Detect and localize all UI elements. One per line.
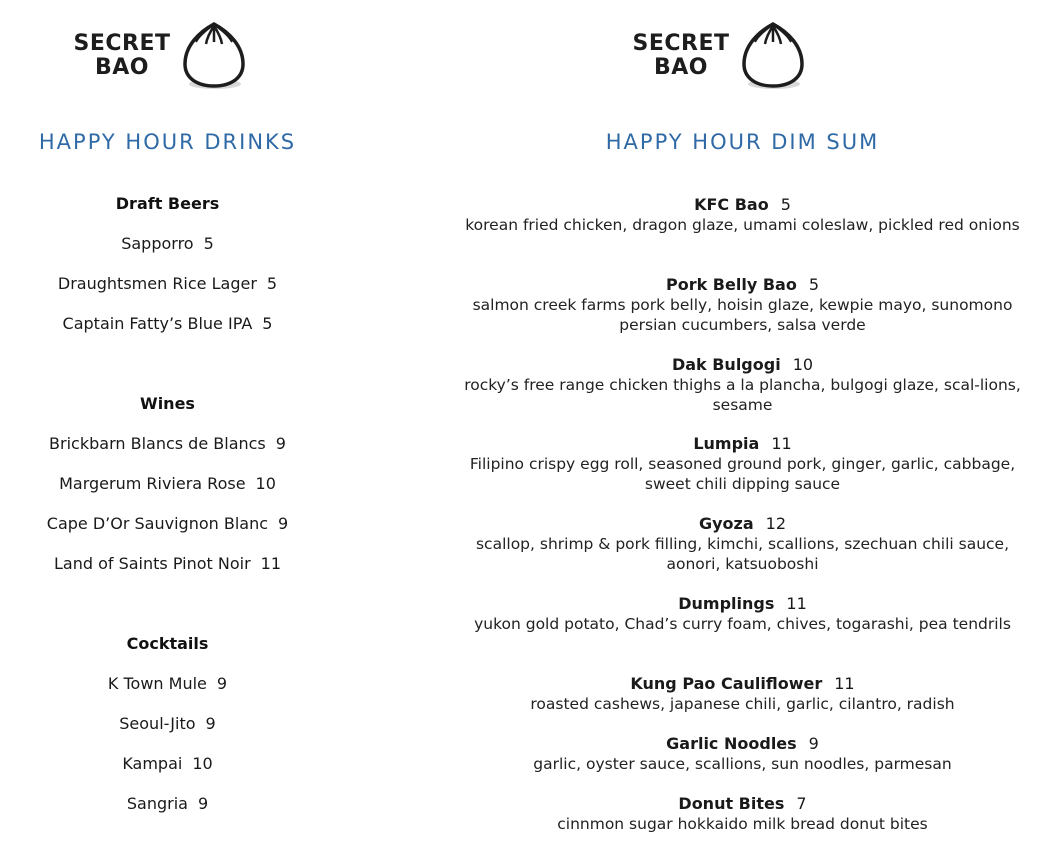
logo-left <box>66 18 266 96</box>
dish-item <box>440 275 1045 335</box>
logo-line1: SECRET <box>632 31 730 56</box>
dish-price: 10 <box>792 355 814 374</box>
dish-name: Kung Pao Cauliflower <box>630 674 823 693</box>
drink-name: Seoul-Jito <box>119 714 196 733</box>
drink-name: Kampai <box>122 754 183 773</box>
drink-item <box>0 274 335 293</box>
drink-item <box>0 674 335 693</box>
dish-name: Garlic Noodles <box>666 734 797 753</box>
drink-name: Sapporro <box>121 234 194 253</box>
dish-price: 11 <box>786 594 807 613</box>
dish-price: 7 <box>796 794 807 813</box>
dish-name: Dumplings <box>678 594 775 613</box>
drink-price: 9 <box>275 434 286 453</box>
logo-wordmark <box>66 32 178 80</box>
logo-right <box>625 18 825 96</box>
drink-name: Sangria <box>126 794 188 813</box>
drink-price: 5 <box>203 234 214 253</box>
drink-item <box>0 234 335 253</box>
drink-name: Draughtsmen Rice Lager <box>57 274 257 293</box>
drink-price: 10 <box>192 754 213 773</box>
dish-description: yukon gold potato, Chad’s curry foam, chives, togarashi, pea tendrils <box>474 615 1011 633</box>
dish-description: korean fried chicken, dragon glaze, umami coleslaw, pickled red onions <box>465 216 1020 234</box>
dish-name: Lumpia <box>693 434 760 453</box>
drink-price: 11 <box>260 554 282 573</box>
drink-price: 5 <box>266 274 278 293</box>
dish-description: roasted cashews, japanese chili, garlic, cilantro, radish <box>530 695 955 713</box>
dish-name: Pork Belly Bao <box>665 275 797 294</box>
drink-item <box>0 754 335 773</box>
section-title-wines: Wines <box>140 394 195 413</box>
dish-description: salmon creek farms pork belly, hoisin glaze, kewpie mayo, sunomono persian cucumbers, salsa verde <box>472 296 1013 334</box>
section-title-draft-beers: Draft Beers <box>115 194 220 213</box>
section-title-cocktails: Cocktails <box>126 634 209 653</box>
drinks-heading: HAPPY HOUR DRINKS <box>38 130 297 154</box>
dish-name: Gyoza <box>698 514 754 533</box>
drink-item <box>0 554 335 573</box>
logo-wordmark <box>625 32 737 80</box>
dish-price: 5 <box>808 275 819 294</box>
drink-name: Captain Fatty’s Blue IPA <box>62 314 253 333</box>
logo-line1: SECRET <box>73 31 171 56</box>
dish-item <box>440 355 1045 415</box>
dish-description: Filipino crispy egg roll, seasoned ground pork, ginger, garlic, cabbage, sweet chili dipping sauce <box>469 455 1016 493</box>
dish-item <box>440 594 1045 634</box>
dish-price: 12 <box>765 514 787 533</box>
dish-item <box>440 794 1045 834</box>
logo-line2: BAO <box>95 55 149 80</box>
dish-description: cinnmon sugar hokkaido milk bread donut bites <box>557 815 928 833</box>
drink-item <box>0 474 335 493</box>
drink-price: 9 <box>216 674 228 693</box>
drink-name: K Town Mule <box>107 674 207 693</box>
dish-name: Donut Bites <box>678 794 785 813</box>
dish-item <box>440 514 1045 574</box>
dish-description: rocky’s free range chicken thighs a la plancha, bulgogi glaze, scal-lions, sesame <box>464 376 1021 414</box>
dimsum-heading: HAPPY HOUR DIM SUM <box>605 130 880 154</box>
drink-item <box>0 514 335 533</box>
dish-name: KFC Bao <box>694 195 769 214</box>
drink-item <box>0 714 335 733</box>
drink-price: 10 <box>255 474 276 493</box>
dish-price: 11 <box>834 674 855 693</box>
logo-line2: BAO <box>654 55 708 80</box>
drink-name: Cape D’Or Sauvignon Blanc <box>46 514 269 533</box>
drink-name: Margerum Riviera Rose <box>59 474 246 493</box>
drink-price: 9 <box>205 714 216 733</box>
drink-item <box>0 434 335 453</box>
dish-name: Dak Bulgogi <box>671 355 781 374</box>
bao-bun-icon <box>179 18 249 92</box>
bao-bun-icon <box>738 18 808 92</box>
drink-item <box>0 794 335 813</box>
dish-price: 5 <box>780 195 791 214</box>
dish-description: scallop, shrimp & pork filling, kimchi, scallions, szechuan chili sauce, aonori, katsuoboshi <box>475 535 1010 573</box>
drink-name: Brickbarn Blancs de Blancs <box>49 434 266 453</box>
dish-price: 11 <box>771 434 792 453</box>
dish-item <box>440 674 1045 714</box>
dish-item <box>440 434 1045 494</box>
dish-item <box>440 734 1045 774</box>
dish-item <box>440 195 1045 235</box>
dish-description: garlic, oyster sauce, scallions, sun noodles, parmesan <box>533 755 952 773</box>
drink-price: 9 <box>278 514 289 533</box>
drink-name: Land of Saints Pinot Noir <box>53 554 251 573</box>
dish-price: 9 <box>808 734 819 753</box>
drink-price: 5 <box>262 314 273 333</box>
drink-price: 9 <box>197 794 209 813</box>
drink-item <box>0 314 335 333</box>
